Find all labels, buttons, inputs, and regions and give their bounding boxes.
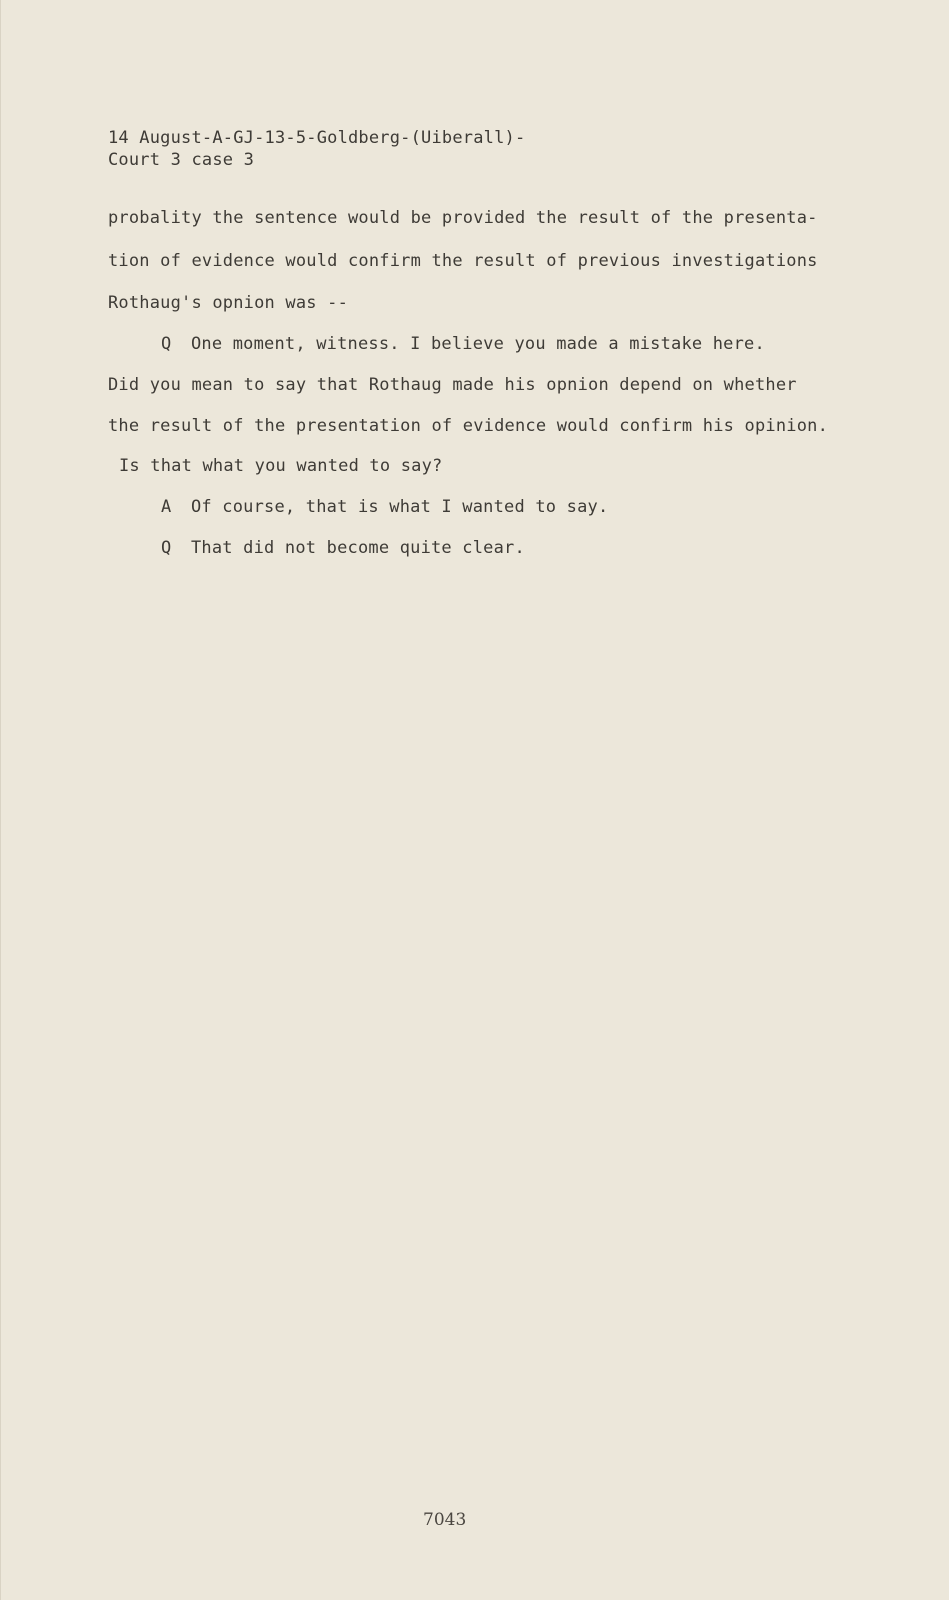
answer-entry [161, 497, 608, 517]
question-text: One moment, witness. I believe you made a mistake here. [191, 334, 765, 354]
question-entry [161, 538, 525, 558]
body-line: tion of evidence would confirm the result of previous investigations [108, 251, 818, 271]
question-text: the result of the presentation of evidence would confirm his opinion. [108, 416, 829, 436]
body-line: probality the sentence would be provided the result of the presenta- [108, 208, 818, 228]
question-text: Is that what you wanted to say? [119, 456, 443, 476]
header-court-line: Court 3 case 3 [108, 150, 255, 170]
question-text: Did you mean to say that Rothaug made his opnion depend on whether [108, 375, 797, 395]
question-text: That did not become quite clear. [191, 538, 525, 558]
speaker-label: Q [161, 334, 172, 354]
question-entry [161, 334, 765, 354]
speaker-label: Q [161, 538, 172, 558]
body-line: Rothaug's opnion was -- [108, 293, 349, 313]
page-number: 7043 [423, 1510, 467, 1530]
header-reference-line: 14 August-A-GJ-13-5-Goldberg-(Uiberall)- [108, 128, 526, 148]
answer-text: Of course, that is what I wanted to say. [191, 497, 609, 517]
speaker-label: A [161, 497, 172, 517]
